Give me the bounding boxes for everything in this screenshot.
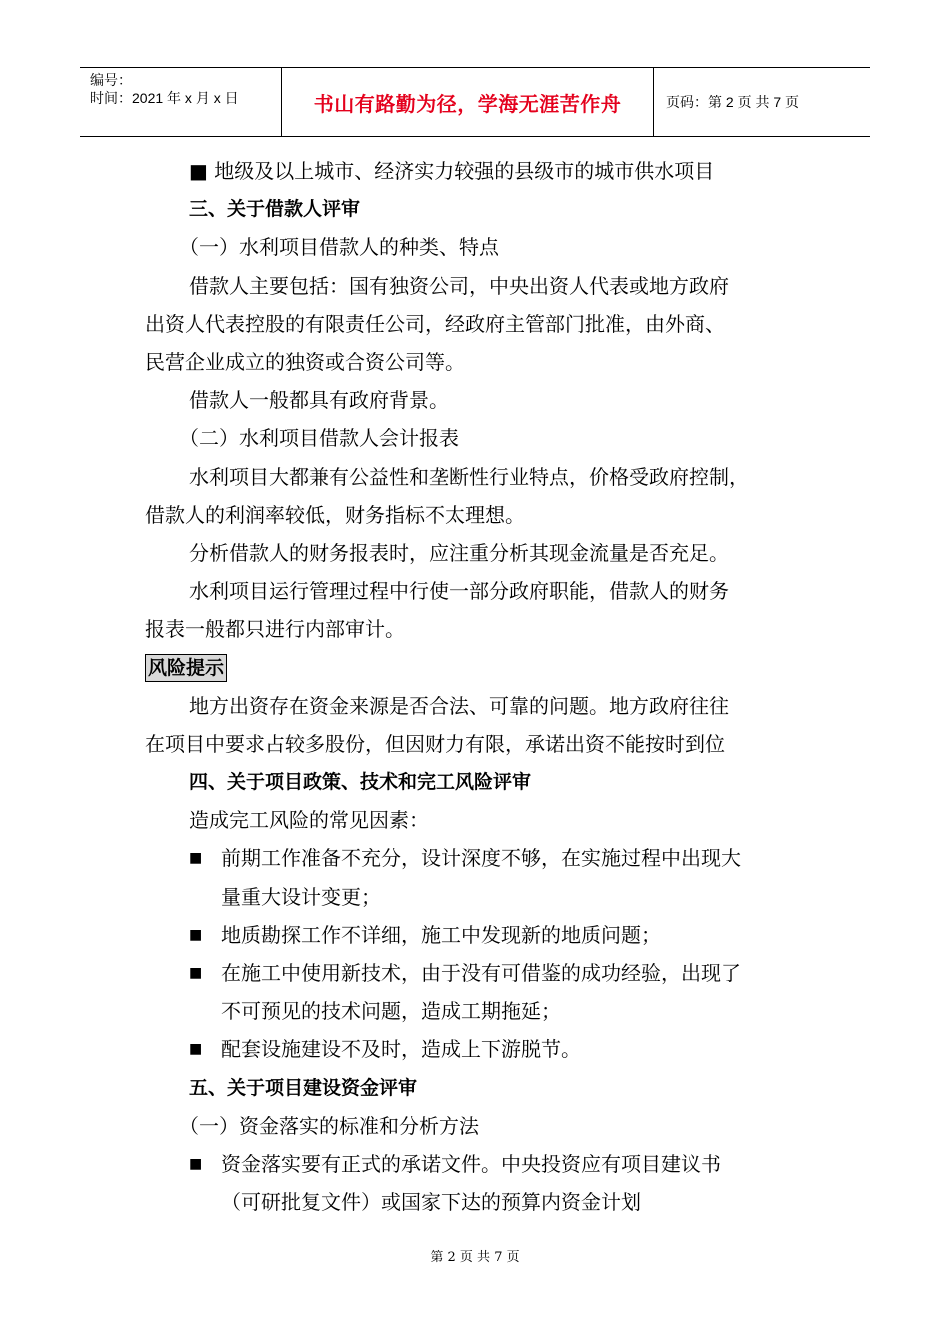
bullet-text: 配套设施建设不及时，造成上下游脱节。 xyxy=(221,1037,581,1062)
number-label: 编号： xyxy=(90,72,132,88)
paragraph-line: 造成完工风险的常见因素： xyxy=(189,808,429,833)
paragraph-line: 借款人一般都具有政府背景。 xyxy=(189,388,449,413)
paragraph-line: 出资人代表控股的有限责任公司，经政府主管部门批准，由外商、 xyxy=(145,311,725,336)
square-bullet-icon: ■ xyxy=(189,1155,203,1172)
bullet-item xyxy=(145,954,835,992)
subsection-heading: （二）水利项目借款人会计报表 xyxy=(179,426,459,451)
risk-label: 风险提示 xyxy=(145,654,227,682)
paragraph-line: 分析借款人的财务报表时，应注重分析其现金流量是否充足。 xyxy=(189,540,729,565)
bullet-item xyxy=(145,1145,835,1183)
header-page-info: 页码：第 2 页 共 7 页 xyxy=(666,94,800,110)
paragraph-line: 报表一般都只进行内部审计。 xyxy=(145,617,405,642)
page-footer: 第 2 页 共 7 页 xyxy=(430,1250,520,1265)
bullet-item xyxy=(145,1030,835,1068)
section-heading: 三、关于借款人评审 xyxy=(189,198,361,221)
paragraph-line: 地方出资存在资金来源是否合法、可靠的问题。地方政府往往 xyxy=(189,693,729,718)
paragraph-line: 借款人的利润率较低，财务指标不太理想。 xyxy=(145,502,525,527)
bullet-text: 地质勘探工作不详细，施工中发现新的地质问题； xyxy=(221,922,661,947)
square-bullet-icon: ■ xyxy=(189,850,203,867)
paragraph-line: 借款人主要包括：国有独资公司，中央出资人代表或地方政府 xyxy=(189,273,729,298)
header-motto: 书山有路勤为径，学海无涯苦作舟 xyxy=(282,68,654,136)
document-body xyxy=(145,152,835,1221)
paragraph-line: 水利项目运行管理过程中行使一部分政府职能，借款人的财务 xyxy=(189,579,729,604)
header-meta xyxy=(80,68,282,136)
square-bullet-icon: ■ xyxy=(189,1041,203,1058)
paragraph-line: 水利项目大都兼有公益性和垄断性行业特点，价格受政府控制， xyxy=(189,464,749,489)
paragraph-line: 民营企业成立的独资或合资公司等。 xyxy=(145,349,465,374)
bullet-continuation: 量重大设计变更； xyxy=(221,884,381,909)
bullet-text: 前期工作准备不充分，设计深度不够，在实施过程中出现大 xyxy=(221,846,741,871)
section-heading: 四、关于项目政策、技术和完工风险评审 xyxy=(189,771,532,793)
risk-callout xyxy=(145,648,835,686)
bullet-continuation: （可研批复文件）或国家下达的预算内资金计划 xyxy=(221,1190,641,1215)
page-header xyxy=(80,67,870,137)
bullet-item xyxy=(145,839,835,877)
square-bullet-icon: ■ xyxy=(189,964,203,981)
section-heading: 五、关于项目建设资金评审 xyxy=(189,1076,418,1099)
paragraph-line: 在项目中要求占较多股份，但因财力有限，承诺出资不能按时到位 xyxy=(145,731,725,756)
bullet-line: ■ 地级及以上城市、经济实力较强的县级市的城市供水项目 xyxy=(189,159,715,183)
subsection-heading: （一）资金落实的标准和分析方法 xyxy=(179,1113,479,1138)
time-label: 时间：2021 年 x 月 x 日 xyxy=(90,90,239,106)
square-bullet-icon: ■ xyxy=(189,926,203,943)
bullet-text: 资金落实要有正式的承诺文件。中央投资应有项目建议书 xyxy=(221,1151,721,1176)
bullet-item xyxy=(145,916,835,954)
subsection-heading: （一）水利项目借款人的种类、特点 xyxy=(179,235,499,260)
bullet-continuation: 不可预见的技术问题，造成工期拖延； xyxy=(221,999,561,1024)
bullet-text: 在施工中使用新技术，由于没有可借鉴的成功经验，出现了 xyxy=(221,960,741,985)
